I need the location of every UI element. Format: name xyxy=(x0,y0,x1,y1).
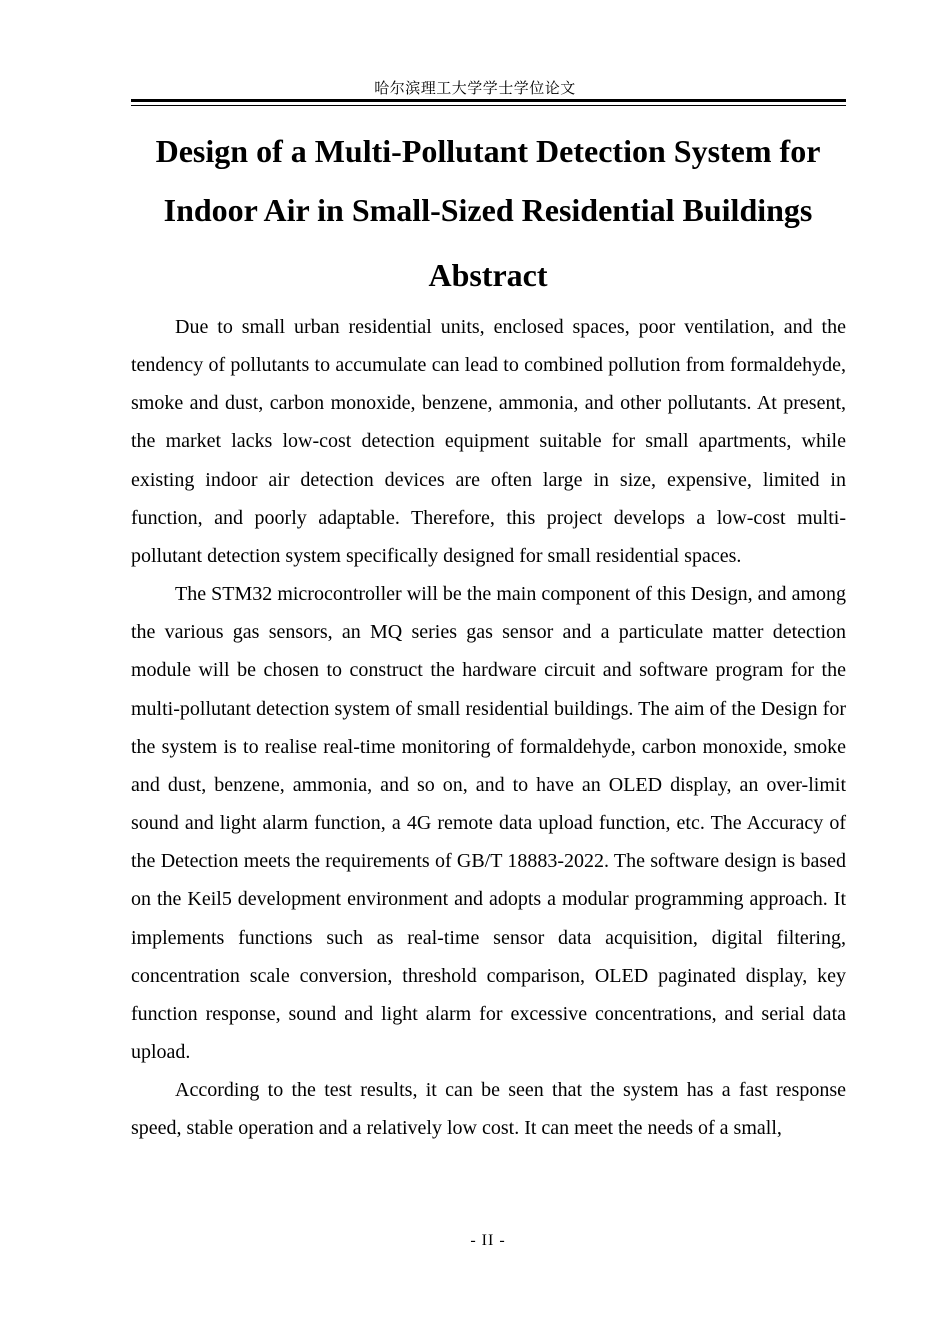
abstract-body xyxy=(131,308,846,1147)
paper-title-line-2: Indoor Air in Small-Sized Residential Buildings xyxy=(163,192,813,228)
abstract-paragraph-1: Due to small urban residential units, enclosed spaces, poor ventilation, and the tendency of pollutants to accumulate can lead to combined pollution from formaldehyde, smoke and dust, carbon monoxide, benzene, ammonia, and other pollutants. At present, the market lacks low-cost detection equipment suitable for small apartments, while existing indoor air detection devices are often large in size, expensive, limited in function, and poorly adaptable. Therefore, this project develops a low-cost multi-pollutant detection system specifically designed for small residential spaces. xyxy=(131,316,846,567)
header-double-rule xyxy=(131,99,846,106)
abstract-paragraph-3: According to the test results, it can be seen that the system has a fast response speed, stable operation and a relatively low cost. It can meet the needs of a small, xyxy=(131,1079,846,1140)
paper-title xyxy=(100,122,876,240)
paper-title-line-1: Design of a Multi-Pollutant Detection System for xyxy=(155,133,821,169)
abstract-paragraph-2: The STM32 microcontroller will be the main component of this Design, and among the various gas sensors, an MQ series gas sensor and a particulate matter detection module will be chosen to construct the hardware circuit and software program for the multi-pollutant detection system of small residential buildings. The aim of the Design for the system is to realise real-time monitoring of formaldehyde, carbon monoxide, smoke and dust, benzene, ammonia, and so on, and to have an OLED display, an over-limit sound and light alarm function, a 4G remote data upload function, etc. The Accuracy of the Detection meets the requirements of GB/T 18883-2022. The software design is based on the Keil5 development environment and adopts a modular programming approach. It implements functions such as real-time sensor data acquisition, digital filtering, concentration scale conversion, threshold comparison, OLED paginated display, key function response, sound and light alarm for excessive concentrations, and serial data upload. xyxy=(131,583,846,1063)
page-number: - II - xyxy=(470,1232,506,1249)
abstract-heading: Abstract xyxy=(428,257,548,293)
running-header: 哈尔滨理工大学学士学位论文 xyxy=(374,79,576,97)
